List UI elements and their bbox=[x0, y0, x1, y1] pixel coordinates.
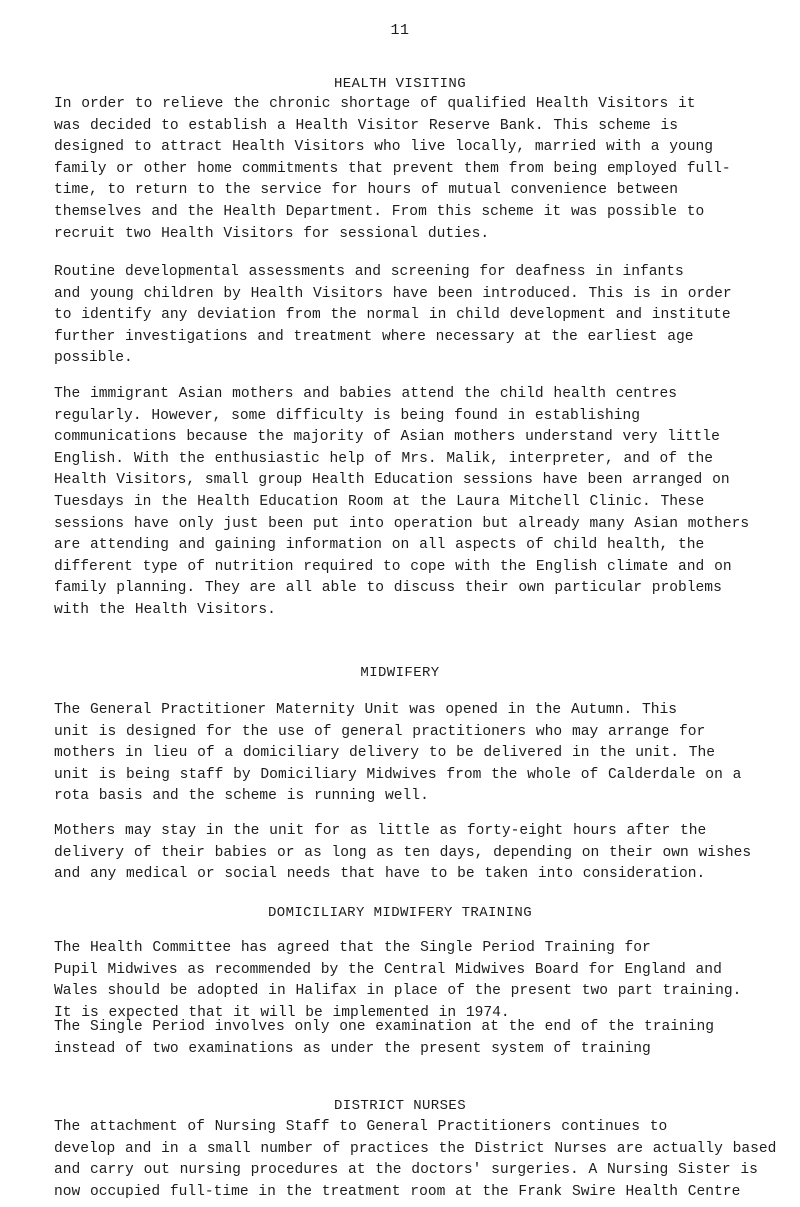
text-line: The Single Period involves only one examination at the end of the training bbox=[54, 1019, 715, 1035]
text-line: It is expected that it will be implemented in 1974. bbox=[54, 1004, 510, 1021]
page-number: 11 bbox=[390, 22, 410, 39]
section-heading-midwifery: MIDWIFERY bbox=[360, 665, 440, 681]
text-line: with the Health Visitors. bbox=[54, 601, 276, 618]
text-line: unit is being staff by Domiciliary Midwives from the whole of Calderdale on a bbox=[54, 766, 742, 783]
text-line: Routine developmental assessments and screening for deafness in infants bbox=[54, 264, 684, 280]
text-line: family or other home commitments that prevent them from being employed full- bbox=[54, 160, 731, 177]
text-line: different type of nutrition required to cope with the English climate and on bbox=[54, 558, 732, 575]
text-line: develop and in a small number of practices the District Nurses are actually based bbox=[54, 1140, 777, 1157]
text-line: rota basis and the scheme is running well. bbox=[54, 788, 429, 805]
text-line: In order to relieve the chronic shortage of qualified Health Visitors it bbox=[54, 96, 696, 112]
text-line: Wales should be adopted in Halifax in place of the present two part training. bbox=[54, 983, 742, 1000]
text-line: communications because the majority of Asian mothers understand very little bbox=[54, 429, 720, 446]
paragraph bbox=[54, 94, 766, 245]
text-line: Tuesdays in the Health Education Room at the Laura Mitchell Clinic. These bbox=[54, 493, 705, 510]
section-heading-district-nurses: DISTRICT NURSES bbox=[333, 1098, 467, 1114]
text-line: time, to return to the service for hours of mutual convenience between bbox=[54, 182, 679, 199]
text-line: The Health Committee has agreed that the Single Period Training for bbox=[54, 940, 651, 956]
text-line: further investigations and treatment where necessary at the earliest age bbox=[54, 328, 694, 345]
text-line: Health Visitors, small group Health Education sessions have been arranged on bbox=[54, 472, 730, 489]
text-line: mothers in lieu of a domiciliary delivery to be delivered in the unit. The bbox=[54, 745, 716, 762]
text-line: and any medical or social needs that have to be taken into consideration. bbox=[54, 866, 706, 883]
text-line: English. With the enthusiastic help of Mrs. Malik, interpreter, and of the bbox=[54, 450, 714, 467]
text-line: instead of two examinations as under the present system of training bbox=[54, 1040, 651, 1057]
text-line: and carry out nursing procedures at the doctors' surgeries. A Nursing Sister is bbox=[54, 1162, 758, 1179]
text-line: delivery of their babies or as long as ten days, depending on their own wishes bbox=[54, 844, 752, 861]
text-line: regularly. However, some difficulty is being found in establishing bbox=[54, 407, 641, 424]
paragraph bbox=[54, 700, 766, 808]
text-line: The immigrant Asian mothers and babies attend the child health centres bbox=[54, 386, 678, 402]
text-line: are attending and gaining information on all aspects of child health, the bbox=[54, 537, 705, 554]
paragraph bbox=[54, 938, 766, 1024]
section-heading-domiciliary-midwifery-training: DOMICILIARY MIDWIFERY TRAINING bbox=[267, 905, 533, 921]
text-line: Pupil Midwives as recommended by the Central Midwives Board for England and bbox=[54, 961, 722, 978]
text-line: now occupied full-time in the treatment room at the Frank Swire Health Centre bbox=[54, 1183, 741, 1200]
paragraph bbox=[54, 1017, 766, 1060]
paragraph bbox=[54, 262, 766, 370]
text-line: possible. bbox=[54, 350, 133, 367]
text-line: The attachment of Nursing Staff to General Practitioners continues to bbox=[54, 1119, 668, 1135]
text-line: unit is designed for the use of general practitioners who may arrange for bbox=[54, 723, 706, 740]
text-line: to identify any deviation from the normal in child development and institute bbox=[54, 307, 731, 324]
paragraph bbox=[54, 1117, 777, 1203]
section-heading-health-visiting: HEALTH VISITING bbox=[333, 76, 467, 92]
text-line: The General Practitioner Maternity Unit was opened in the Autumn. This bbox=[54, 702, 678, 718]
text-line: was decided to establish a Health Visitor Reserve Bank. This scheme is bbox=[54, 117, 679, 134]
text-line: designed to attract Health Visitors who live locally, married with a young bbox=[54, 139, 714, 156]
paragraph bbox=[54, 384, 766, 622]
paragraph bbox=[54, 821, 766, 886]
text-line: sessions have only just been put into operation but already many Asian mothers bbox=[54, 515, 750, 532]
text-line: and young children by Health Visitors have been introduced. This is in order bbox=[54, 285, 732, 302]
text-line: family planning. They are all able to discuss their own particular problems bbox=[54, 580, 722, 597]
text-line: Mothers may stay in the unit for as little as forty-eight hours after the bbox=[54, 823, 707, 839]
text-line: recruit two Health Visitors for sessional duties. bbox=[54, 225, 490, 242]
text-line: themselves and the Health Department. From this scheme it was possible to bbox=[54, 203, 705, 220]
